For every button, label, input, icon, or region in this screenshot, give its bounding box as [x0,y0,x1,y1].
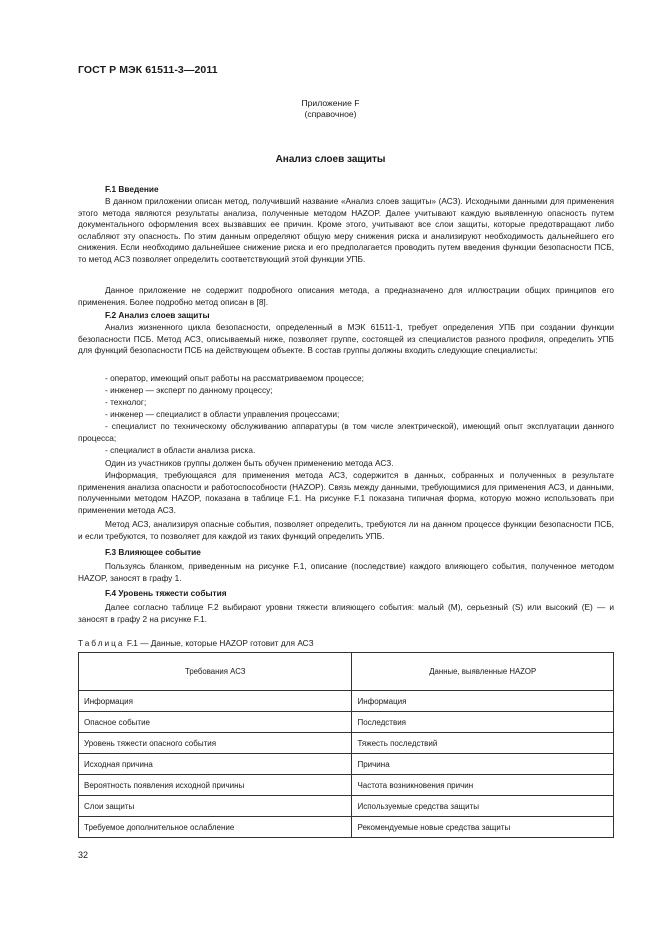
page-number: 32 [78,850,89,860]
list-item: - специалист по техническому обслуживанию аппаратуры (в том числе электрической), имеющий опыт эксплуатации данного процесса; [78,421,614,443]
table-cell: Требуемое дополнительное ослабление [79,817,352,838]
list-item: - технолог; [105,397,147,407]
paragraph-f1-2: Данное приложение не содержит подробного описания метода, а предназначено для иллюстрации общих принципов его применения. Более подробно метод описан в [8]. [78,285,614,307]
list-item: - инженер — специалист в области управления процессами; [105,409,340,419]
heading-f2: F.2 Анализ слоев защиты [105,310,210,320]
heading-f3: F.3 Влияющее событие [105,547,201,557]
document-header: ГОСТ Р МЭК 61511-3—2011 [78,64,218,76]
table-cell: Информация [79,691,352,712]
paragraph-f3-1: Пользуясь бланком, приведенным на рисунке F.1, описание (последствие) каждого влияющего события, полученное методом HAZOP, заносят в графу 1. [78,561,614,583]
list-item: - инженер — эксперт по данному процессу; [105,385,273,395]
data-table [78,652,614,838]
table-cell: Уровень тяжести опасного события [79,733,352,754]
table-cell: Слои защиты [79,796,352,817]
table-cell: Вероятность появления исходной причины [79,775,352,796]
table-caption: Таблица F.1 — Данные, которые HAZOP готовит для АСЗ [78,638,314,648]
column-header: Данные, выявленные HAZOP [352,653,614,691]
table-row [79,733,614,754]
paragraph-f2-1: Анализ жизненного цикла безопасности, определенный в МЭК 61511-1, требует определения УПБ при создании функции безопасности ПСБ. Метод АСЗ, описываемый ниже, позволяет группе, состоящей из специалистов разного профиля, определить УПБ для функций безопасности ПСБ на действующем объекте. В состав группы должны входить следующие специалисты: [78,322,614,355]
table-row [79,817,614,838]
table-cell: Опасное событие [79,712,352,733]
heading-f4: F.4 Уровень тяжести события [105,588,227,598]
paragraph-f2-3: Информация, требующаяся для применения метода АСЗ, содержится в данных, собранных и полученных в результате применения анализа опасности и работоспособности (HAZOP). Связь между данными, требующимися для применения АСЗ, и данными, полученными методом HAZOP, показана в таблице F.1. На рисунке F.1 показана типичная форма, которую можно использовать при применении метода АСЗ. [78,470,614,515]
table-cell: Используемые средства защиты [352,796,614,817]
table-cell: Исходная причина [79,754,352,775]
table-cell: Тяжесть последствий [352,733,614,754]
table-header-row [79,653,614,691]
paragraph-f2-4: Метод АСЗ, анализируя опасные события, позволяет определить, требуются ли на данном процессе функции безопасности ПСБ, и если требуются, то позволяет для каждой из таких функций определить УПБ. [78,519,614,541]
table-cell: Причина [352,754,614,775]
table-cell: Рекомендуемые новые средства защиты [352,817,614,838]
table-cell: Последствия [352,712,614,733]
annex-label: Приложение F [301,98,360,108]
paragraph-f2-2: Один из участников группы должен быть обучен применению метода АСЗ. [105,458,394,468]
table-cell: Информация [352,691,614,712]
column-header: Требования АСЗ [79,653,352,691]
table-row [79,691,614,712]
table-cell: Частота возникновения причин [352,775,614,796]
paragraph-f4-1: Далее согласно таблице F.2 выбирают уровни тяжести влияющего события: малый (М), серьезный (S) или высокий (Е) — и заносят в графу 2 на рисунке F.1. [78,602,614,624]
list-item: - специалист в области анализа риска. [105,445,256,455]
table-row [79,775,614,796]
table-row [79,796,614,817]
table-row [79,712,614,733]
heading-f1: F.1 Введение [105,184,159,194]
section-title: Анализ слоев защиты [275,154,386,165]
table-row [79,754,614,775]
annex-type: (справочное) [304,109,357,119]
list-item: - оператор, имеющий опыт работы на рассматриваемом процессе; [105,373,364,383]
paragraph-f1-1: В данном приложении описан метод, получивший название «Анализ слоев защиты» (АСЗ). Исходными данными для применения этого метода являются результаты анализа, полученные методом HAZOP. Далее учитывают каждую выявленную опасность путем документального оформления всех вызвавших ее причин. Кроме этого, учитывают все слои защиты, которые предотвращают либо ослабляют эту опасность. По этим данным определяют общую меру снижения риска и анализируют необходимость дальнейшего его снижения. Если необходимо дальнейшее снижение риска и его предполагается проводить путем введения функции безопасности ПСБ, то метод АСЗ позволяет определить соответствующий этой функции УПБ. [78,196,614,264]
